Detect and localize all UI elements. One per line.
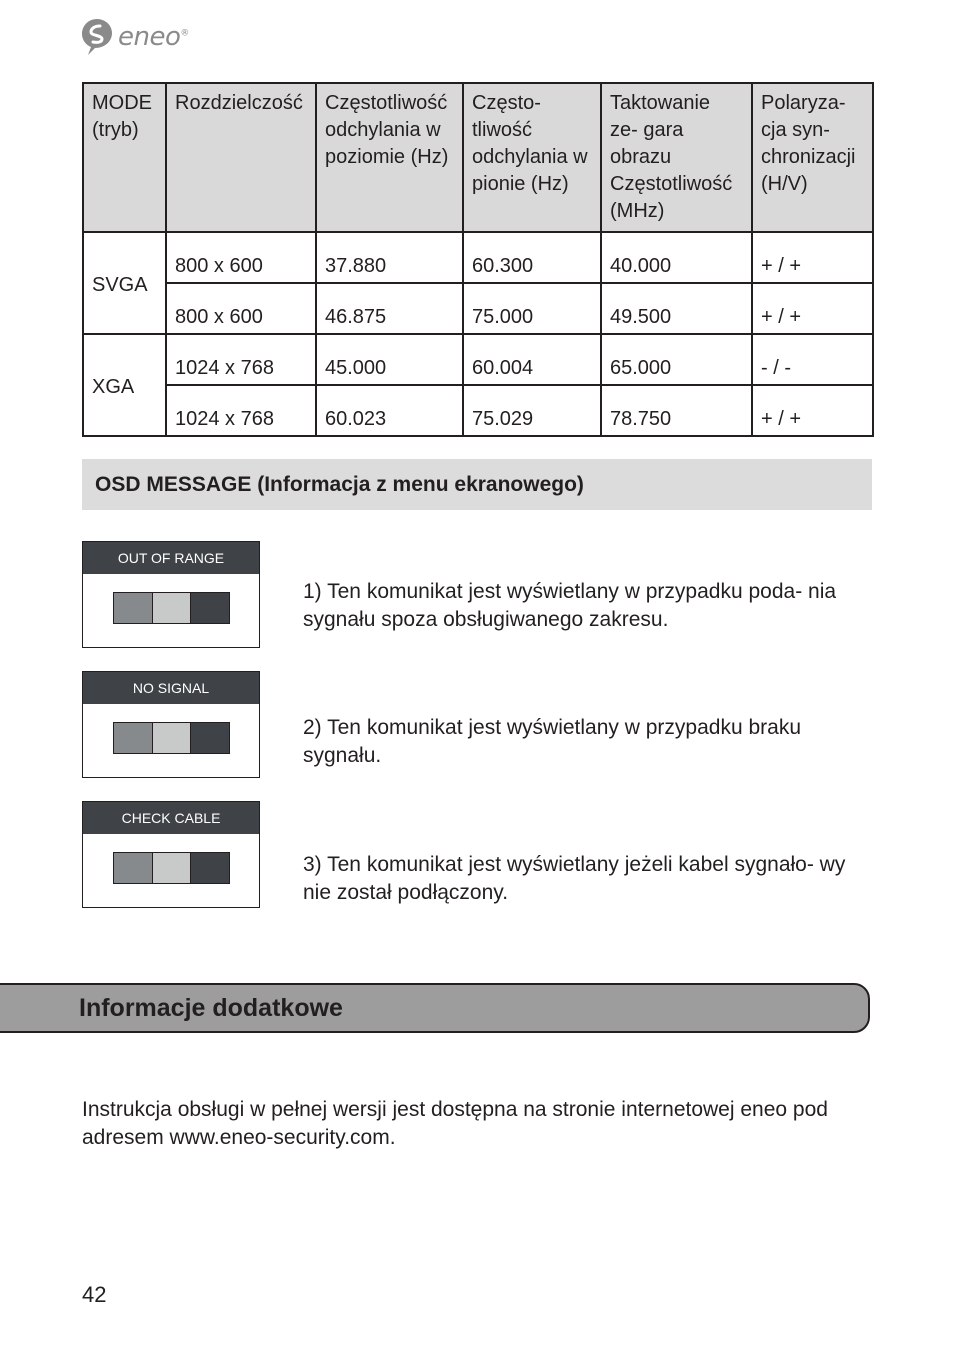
- table-cell: + / +: [752, 283, 873, 334]
- eneo-logo: [80, 16, 189, 58]
- logo-registered-mark: ®: [180, 28, 189, 39]
- table-cell: 60.023: [316, 385, 463, 436]
- osd-out-of-range-box: [82, 541, 260, 648]
- table-cell: 46.875: [316, 283, 463, 334]
- osd-check-cable-box: [82, 801, 260, 908]
- osd-message-text: 2) Ten komunikat jest wyświetlany w przypadku braku sygnału.: [303, 716, 802, 767]
- eneo-logo-icon: [80, 17, 114, 57]
- table-row: [83, 385, 873, 436]
- mode-cell-svga: SVGA: [83, 232, 166, 334]
- mode-cell-xga: XGA: [83, 334, 166, 436]
- table-cell: 800 x 600: [166, 283, 316, 334]
- header-vertical-frequency: Często- tliwość odchylania w pionie (Hz): [463, 83, 601, 232]
- osd-message-text: 1) Ten komunikat jest wyświetlany w przypadku poda- nia sygnału spoza obsługiwanego zakresu.: [303, 580, 837, 631]
- header-horizontal-frequency: Częstotliwość odchylania w poziomie (Hz): [316, 83, 463, 232]
- header-sync-polarity: Polaryza- cja syn- chronizacji (H/V): [752, 83, 873, 232]
- table-cell: 60.300: [463, 232, 601, 283]
- table-cell: 1024 x 768: [166, 385, 316, 436]
- table-cell: - / -: [752, 334, 873, 385]
- osd-color-blocks: [113, 852, 230, 884]
- table-cell: + / +: [752, 232, 873, 283]
- table-cell: 45.000: [316, 334, 463, 385]
- osd-label: CHECK CABLE: [83, 802, 259, 834]
- display-modes-table: [82, 82, 874, 437]
- header-pixel-clock: Taktowanie ze- gara obrazu Częstotliwość (MHz): [601, 83, 752, 232]
- table-row: [83, 283, 873, 334]
- osd-label: NO SIGNAL: [83, 672, 259, 704]
- table-cell: 40.000: [601, 232, 752, 283]
- table-cell: 65.000: [601, 334, 752, 385]
- table-cell: 37.880: [316, 232, 463, 283]
- table-row: [83, 232, 873, 283]
- table-cell: 800 x 600: [166, 232, 316, 283]
- osd-label: OUT OF RANGE: [83, 542, 259, 574]
- section-body-text: Instrukcja obsługi w pełnej wersji jest dostępna na stronie internetowej eneo pod adresem www.eneo-security.com.: [82, 1098, 828, 1149]
- table-cell: 75.029: [463, 385, 601, 436]
- osd-no-signal-box: [82, 671, 260, 778]
- table-header-row: [83, 83, 873, 232]
- page-number: 42: [82, 1282, 107, 1307]
- osd-color-blocks: [113, 722, 230, 754]
- table-cell: 60.004: [463, 334, 601, 385]
- logo-text: eneo: [118, 22, 181, 52]
- osd-message-text: 3) Ten komunikat jest wyświetlany jeżeli kabel sygnało- wy nie został podłączony.: [303, 853, 846, 904]
- osd-section-heading: OSD MESSAGE (Informacja z menu ekranowego): [82, 459, 872, 510]
- table-cell: 75.000: [463, 283, 601, 334]
- header-resolution: Rozdzielczość: [166, 83, 316, 232]
- table-cell: 78.750: [601, 385, 752, 436]
- table-cell: 49.500: [601, 283, 752, 334]
- table-row: [83, 334, 873, 385]
- table-cell: + / +: [752, 385, 873, 436]
- osd-color-blocks: [113, 592, 230, 624]
- header-mode: MODE (tryb): [83, 83, 166, 232]
- table-cell: 1024 x 768: [166, 334, 316, 385]
- section-title: Informacje dodatkowe: [79, 994, 343, 1022]
